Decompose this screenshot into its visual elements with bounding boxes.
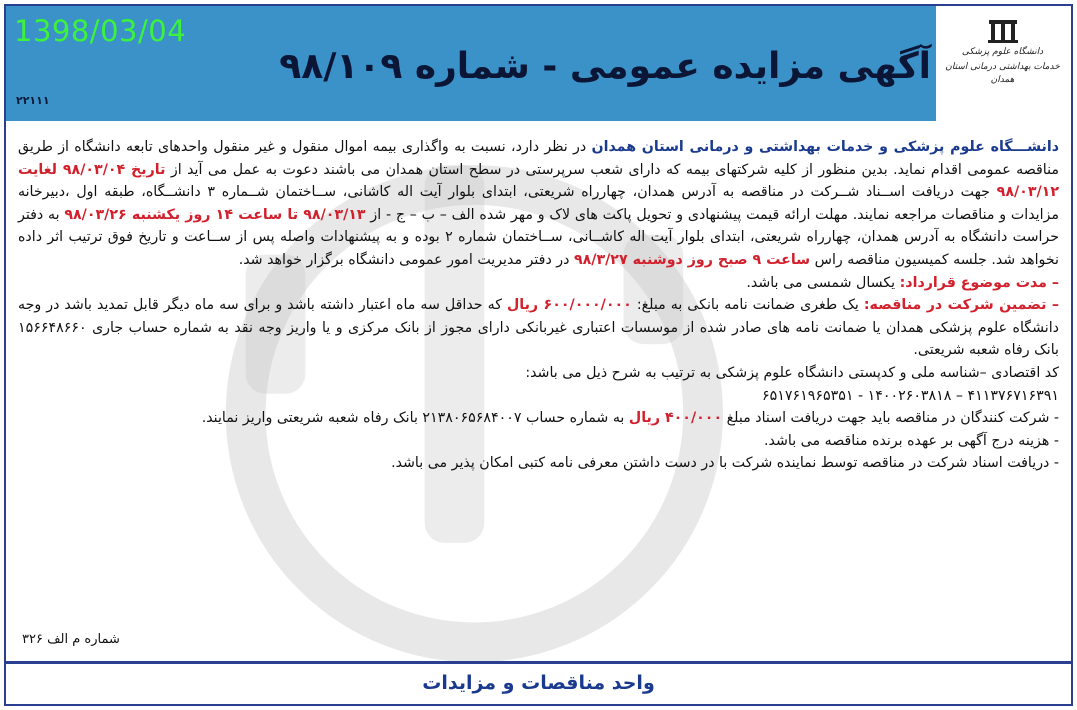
document-fee — [18, 407, 1059, 430]
organization-name: دانشـــگاه علوم پزشکی و خدمات بهداشتی و درمانی استان همدان — [591, 139, 1059, 155]
title-text: آگهی مزایده عمومی - شماره ۹۸/۱۰۹ — [279, 46, 931, 87]
submission-deadline: ۹۸/۰۳/۱۳ تا ساعت ۱۴ روز یکشنبه ۹۸/۰۳/۲۶ — [64, 206, 366, 223]
reference-number: شماره م الف ۳۲۶ — [22, 632, 120, 647]
intro-text-2: جهت دریافت اســناد شــرکت در مناقصه به آدرس همدان، چهارراه شریعتی، ابتدای بلوار آیت اله کاشانی، ســاختمان شــماره ۳ دانشــگاه، طبقه اول ،دبیرخانه مزایدات و مناقصات مراجعه نمایند. مهلت ارائه قیمت پیشنهادی و تحویل پاکت های لاک و مهر شده الف – ب – ج - از — [18, 184, 1059, 223]
footer-department: واحد مناقصات و مزایدات — [422, 672, 655, 694]
intro-text-3: به دفتر حراست دانشگاه به آدرس همدان، چهارراه شریعتی، ابتدای بلوار آیت اله کاشــانی، ســاختمان شماره ۲ بوده و به پیشنهادات واصله پس از ســاعت و تاریخ فوق ترتیب اثر داده نخواهد شد. جلسه کمیسیون مناقصه راس — [18, 206, 1059, 268]
notice-code: ۲۲۱۱۱ — [16, 94, 50, 107]
contract-duration — [18, 272, 1059, 295]
intro-text-1: در نظر دارد، نسبت به واگذاری بیمه اموال منقول و غیر منقول واحدهای تابعه دانشگاه از طریق مناقصه عمومی اقدام نماید. بدین منظور از کلیه شرکتهای بیمه که دارای شعب سرپرستی در سطح استان همدان می باشند دعوت به عمل می آید از — [18, 139, 1059, 178]
duration-value: یکسال شمسی می باشد. — [746, 274, 900, 291]
document-date-range: تاریخ ۹۸/۰۳/۰۴ لغایت ۹۸/۰۳/۱۲ — [18, 161, 1059, 201]
logo-line-2: خدمات بهداشتی درمانی استان همدان — [945, 62, 1060, 85]
university-logo — [940, 18, 1065, 113]
fee-text-1: - شرکت کنندگان در مناقصه باید جهت دریافت اسناد مبلغ — [722, 410, 1059, 427]
guarantee-text-2: که حداقل سه ماه اعتبار داشته باشد و برای سه ماه دیگر قابل تمدید باشد در وجه دانشگاه علوم پزشکی همدان یا ضمانت نامه های صادر شده از موسسات اعتباری غیربانکی دارای مجوز از بانک مرکزی و یا واریز وجه نقد به شماره حساب جاری ۱۵۶۶۴۸۶۶۰ بانک رفاه شعبه شریعتی. — [18, 297, 1059, 359]
guarantee-amount: ۶۰۰/۰۰۰/۰۰۰ ریال — [506, 297, 632, 314]
intro-text-4: در دفتر مدیریت امور عمومی دانشگاه برگزار خواهد شد. — [238, 251, 574, 268]
documents-note: - دریافت اسناد شرکت در مناقصه توسط نماینده شرکت با در دست داشتن معرفی نامه کتبی امکان پذیر می باشد. — [391, 455, 1059, 472]
ids-line: کد اقتصادی –شناسه ملی و کدپستی دانشگاه علوم پزشکی به ترتیب به شرح ذیل می باشد: — [525, 364, 1059, 381]
participation-guarantee — [18, 294, 1059, 362]
ad-cost-note: - هزینه درج آگهی بر عهده برنده مناقصه می باشد. — [764, 432, 1059, 449]
date-stamp: 1398/03/04 — [14, 14, 187, 48]
guarantee-text-1: یک طغری ضمانت نامه بانکی به مبلغ: — [631, 297, 864, 314]
opening-session-time: ساعت ۹ صبح روز دوشنبه ۹۸/۳/۲۷ — [573, 251, 811, 268]
header-band — [6, 6, 1071, 121]
fee-amount: ۴۰۰/۰۰۰ ریال — [628, 410, 723, 427]
ids-values: ۴۱۱۳۷۶۷۱۶۳۹۱ – ۱۴۰۰۲۶۰۳۸۱۸ - ۶۵۱۷۶۱۹۶۵۳۵۱ — [762, 387, 1059, 404]
fee-text-2: به شماره حساب ۲۱۳۸۰۶۵۶۸۴۰۰۷ بانک رفاه شعبه شریعتی واریز نمایند. — [201, 410, 629, 427]
guarantee-label: – تضمین شرکت در مناقصه: — [863, 297, 1059, 314]
intro-paragraph — [18, 136, 1059, 272]
duration-label: – مدت موضوع قرارداد: — [899, 274, 1059, 291]
university-emblem-icon — [986, 18, 1020, 44]
footer-divider — [6, 661, 1071, 664]
page-title — [279, 46, 931, 87]
notice-frame — [4, 4, 1073, 706]
notice-body — [18, 136, 1059, 475]
logo-line-1: دانشگاه علوم پزشکی — [961, 47, 1044, 57]
